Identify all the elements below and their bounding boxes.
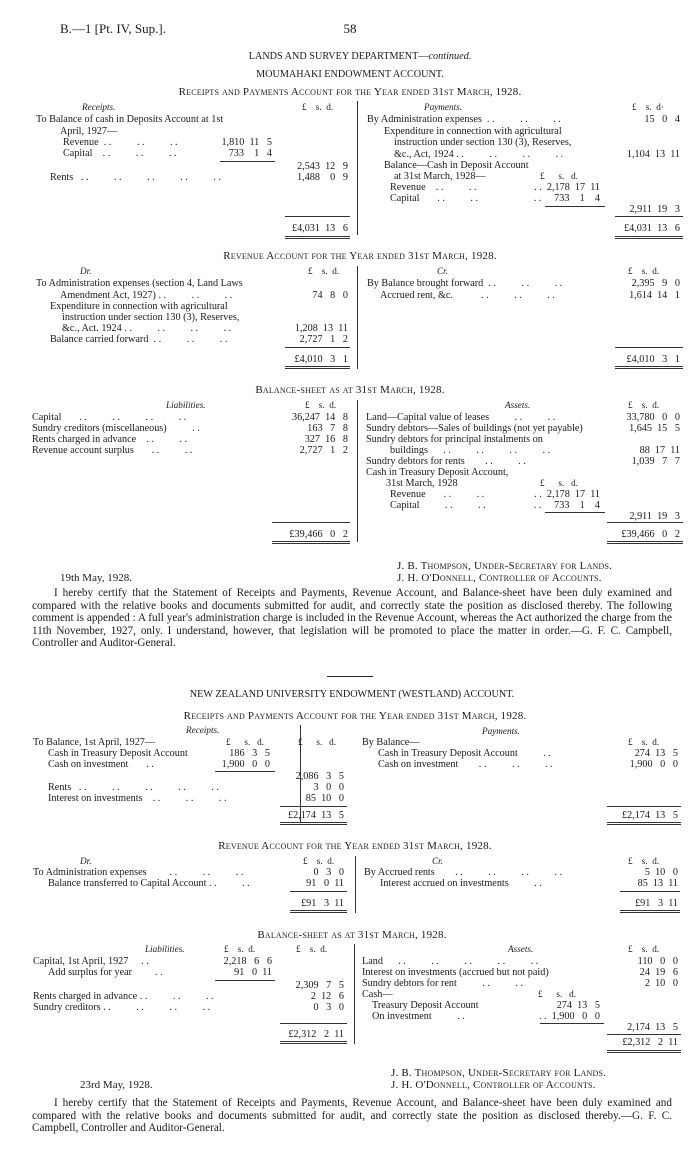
ledger-line: instruction under section 130 (3), Reserves,	[62, 312, 240, 323]
ledger-line: Capital . . . . . .	[63, 148, 177, 159]
ledger-total: £2,312 2 11	[288, 1029, 344, 1040]
lsd-heading: £ s. d.	[226, 737, 265, 747]
ledger-line: By Administration expenses . . . . . .	[367, 114, 561, 125]
ledger-line: at 31st March, 1928—	[394, 171, 486, 182]
ledger-amount: 2,395 9 0	[631, 278, 680, 289]
lsd-heading: £ s. d.	[308, 266, 340, 276]
ledger-line: Rents . . . . . . . . . .	[50, 172, 221, 183]
ledger-amount: 91 0 11	[234, 967, 272, 978]
ledger-line: Cash in Treasury Deposit Account . .	[378, 748, 551, 759]
ledger-amount: 1,645 15 5	[629, 423, 680, 434]
ledger-line: Amendment Act, 1927) . . . . . .	[60, 290, 233, 301]
account-title: NEW ZEALAND UNIVERSITY ENDOWMENT (WESTLAND) ACCOUNT.	[189, 689, 515, 700]
signature-date: 19th May, 1928.	[60, 572, 133, 584]
ledger-total: £4,031 13 6	[623, 223, 680, 234]
ledger-line: To Administration expenses (section 4, Land Laws	[36, 278, 243, 289]
ledger-amount: . . 733 1 4	[533, 193, 600, 204]
ledger-line: Add surplus for year . .	[48, 967, 163, 978]
ledger-line: Cash in Treasury Deposit Account,	[366, 467, 509, 478]
balance-sheet-title: Balance-sheet as at 31st March, 1928.	[255, 384, 445, 396]
lsd-heading: £ s. d·	[632, 102, 664, 112]
ledger-amount: 1,039 7 7	[631, 456, 680, 467]
ledger-amount: . . 2,178 17 11	[534, 182, 600, 193]
ledger-amount: 2,218 6 6	[223, 956, 272, 967]
ledger-line: Sundry debtors for rent . . . .	[362, 978, 524, 989]
ledger-amount: 85 13 11	[637, 878, 678, 889]
ledger-amount: 5 10 0	[644, 867, 678, 878]
ledger-amount: 74 8 0	[312, 290, 348, 301]
ledger-amount: 163 7 8	[307, 423, 348, 434]
lsd-heading: £ s. d.	[296, 944, 328, 954]
ledger-line: Cash in Treasury Deposit Account	[48, 748, 188, 759]
ledger-amount: 1,810 11 5	[221, 137, 272, 148]
ledger-line: Rents charged in advance . . . . . .	[33, 991, 214, 1002]
ledger-line: By Balance brought forward . . . . . .	[367, 278, 563, 289]
ledger-line: Interest on investments . . . . . .	[48, 793, 227, 804]
ledger-line: Expenditure in connection with agricultural	[50, 301, 228, 312]
lsd-heading: £ s. d.	[628, 400, 660, 410]
ledger-line: Revenue . . . .	[390, 182, 477, 193]
ledger-amount: 91 0 11	[306, 878, 344, 889]
page-number: 58	[343, 21, 357, 36]
department-heading: LANDS AND SURVEY DEPARTMENT—continued.	[248, 51, 472, 62]
ledger-amount: 733 1 4	[228, 148, 272, 159]
ledger-amount: 0 3 0	[313, 1002, 344, 1013]
ledger-amount: 88 17 11	[639, 445, 680, 456]
lsd-heading: £ s. d.	[628, 737, 660, 747]
ledger-line: Treasury Deposit Account	[372, 1000, 479, 1011]
signature-line: J. H. O'Donnell, Controller of Accounts.	[397, 572, 602, 584]
ledger-amount: 2,086 3 5	[295, 771, 344, 782]
credit-heading: Cr.	[432, 856, 443, 866]
ledger-total: £39,466 0 2	[621, 529, 680, 540]
ledger-amount: 2 10 0	[644, 978, 678, 989]
lsd-heading: £ s. d.	[538, 989, 577, 999]
ledger-amount: 2,543 12 9	[297, 161, 348, 172]
ledger-amount: 15 0 4	[644, 114, 680, 125]
lsd-heading: £ s. d.	[224, 944, 256, 954]
lsd-heading: £ s. d.	[298, 737, 337, 747]
ledger-line: To Balance, 1st April, 1927—	[33, 737, 156, 748]
ledger-amount: 274 13 5	[556, 1000, 600, 1011]
ledger-amount: 2,174 13 5	[627, 1022, 678, 1033]
receipts-payments-title: Receipts and Payments Account for the Year ended 31st March, 1928.	[183, 710, 527, 722]
report-reference: B.—1 [Pt. IV, Sup.].	[60, 21, 166, 36]
ledger-line: Capital . . . .	[390, 500, 486, 511]
ledger-line: On investment . .	[372, 1011, 465, 1022]
ledger-total: £4,031 13 6	[291, 223, 348, 234]
ledger-line: Balance transferred to Capital Account . . . .	[48, 878, 250, 889]
revenue-account-title: Revenue Account for the Year ended 31st March, 1928.	[218, 840, 492, 852]
ledger-line: Capital . . . .	[390, 193, 479, 204]
lsd-heading: £ s. d.	[540, 478, 579, 488]
signature-line: J. B. Thompson, Under-Secretary for Lands.	[391, 1067, 607, 1079]
ledger-line: Interest accrued on investments . .	[380, 878, 542, 889]
liabilities-heading: Liabilities.	[166, 400, 206, 410]
ledger-amount: 2,727 1 2	[299, 334, 348, 345]
ledger-amount: 110 0 0	[637, 956, 678, 967]
lsd-heading: £ s. d.	[628, 266, 660, 276]
assets-heading: Assets.	[508, 944, 534, 954]
ledger-line: Capital, 1st April, 1927 . .	[33, 956, 149, 967]
ledger-total: £91 3 11	[635, 898, 678, 909]
ledger-amount: 36,247 14 8	[291, 412, 348, 423]
ledger-amount: 2,727 1 2	[299, 445, 348, 456]
ledger-line: Interest on investments (accrued but not paid)	[362, 967, 549, 978]
ledger-line: Sundry creditors (miscellaneous) . .	[32, 423, 200, 434]
payments-heading: Payments.	[424, 102, 463, 112]
ledger-line: Revenue . . . . . .	[63, 137, 178, 148]
ledger-line: Cash—	[362, 989, 393, 1000]
ledger-amount: 1,104 13 11	[626, 149, 680, 160]
ledger-line: Rents charged in advance . . . .	[32, 434, 188, 445]
ledger-line: 31st March, 1928	[386, 478, 458, 489]
ledger-line: Cash on investment . .	[48, 759, 154, 770]
ledger-line: Sundry debtors for rents . . . .	[366, 456, 526, 467]
ledger-total: £2,312 2 11	[622, 1037, 678, 1048]
ledger-amount: 1,614 14 1	[629, 290, 680, 301]
ledger-line: &c., Act, 1924 . . . . . . . .	[394, 149, 564, 160]
ledger-amount: 0 3 0	[313, 867, 344, 878]
ledger-total: £2,174 13 5	[621, 810, 678, 821]
lsd-heading: £ s. d.	[305, 400, 337, 410]
audit-certificate: I hereby certify that the Statement of Receipts and Payments, Revenue Account, and Balance-sheet have been duly examined and compared with the relative books and documents submitted for audit, and correctly state the position as disclosed thereby. The following comment is appended : A full year's administration charge is included in the Revenue Account, whereas the Act authorized the charge from the 11th November, 1927, only. I understand, however, that legislation will be promoted to place the matter in order.—G. F. C. Campbell, Controller and Auditor-General.	[32, 587, 672, 650]
ledger-total: £39,466 0 2	[289, 529, 348, 540]
ledger-line: Capital . . . . . . . .	[32, 412, 187, 423]
receipts-heading: Receipts.	[186, 725, 220, 735]
ledger-amount: 3 0 0	[313, 782, 344, 793]
debit-heading: Dr.	[80, 266, 92, 276]
ledger-line: buildings . . . . . . . .	[390, 445, 551, 456]
lsd-heading: £ s. d.	[628, 944, 660, 954]
ledger-line: By Balance—	[362, 737, 420, 748]
ledger-total: £4,010 3 1	[294, 354, 348, 365]
ledger-amount: . . 1,900 0 0	[538, 1011, 600, 1022]
ledger-amount: 2,309 7 5	[295, 980, 344, 991]
receipts-payments-title: Receipts and Payments Account for the Year ended 31st March, 1928.	[178, 86, 522, 98]
ledger-amount: 2,911 19 3	[629, 204, 680, 215]
signature-line: J. B. Thompson, Under-Secretary for Lands.	[397, 560, 613, 572]
ledger-total: £4,010 3 1	[626, 354, 680, 365]
ledger-line: Expenditure in connection with agricultural	[384, 126, 562, 137]
ledger-total: £91 3 11	[301, 898, 344, 909]
lsd-heading: £ s. d.	[302, 102, 334, 112]
audit-certificate: I hereby certify that the Statement of Receipts and Payments, Revenue Account, and Balance-sheet have been duly examined and compared with the relative books and documents submitted for audit, and correctly state the position as disclosed thereby.—G. F. C. Campbell, Controller and Auditor-General.	[32, 1097, 672, 1135]
ledger-line: Cash on investment . . . . . .	[378, 759, 553, 770]
ledger-amount: 1,900 0 0	[629, 759, 678, 770]
ledger-amount: 274 13 5	[634, 748, 678, 759]
ledger-line: To Balance of cash in Deposits Account at 1st	[36, 114, 224, 125]
lsd-heading: £ s. d.	[303, 856, 335, 866]
ledger-line: Land—Capital value of leases . . . .	[366, 412, 556, 423]
signature-line: J. H. O'Donnell, Controller of Accounts.	[391, 1079, 596, 1091]
ledger-line: Revenue account surplus . . . .	[32, 445, 193, 456]
ledger-line: Sundry debtors—Sales of buildings (not yet payable)	[366, 423, 583, 434]
ledger-amount: 1,208 13 11	[294, 323, 348, 334]
ledger-amount: 1,900 0 0	[221, 759, 270, 770]
receipts-heading: Receipts.	[82, 102, 116, 112]
ledger-total: £2,174 13 5	[287, 810, 344, 821]
payments-heading: Payments.	[482, 726, 521, 736]
ledger-amount: 2,911 19 3	[629, 511, 680, 522]
ledger-amount: 2 12 6	[310, 991, 344, 1002]
ledger-line: Balance carried forward . . . . . .	[50, 334, 228, 345]
debit-heading: Dr.	[80, 856, 92, 866]
balance-sheet-title: Balance-sheet as at 31st March, 1928.	[257, 929, 447, 941]
ledger-amount: 33,780 0 0	[626, 412, 680, 423]
lsd-heading: £ s. d.	[540, 171, 579, 181]
ledger-line: By Accrued rents . . . . . . . .	[364, 867, 563, 878]
signature-date: 23rd May, 1928.	[80, 1079, 153, 1091]
ledger-line: Sundry creditors . . . . . . . .	[33, 1002, 211, 1013]
ledger-amount: 24 19 6	[639, 967, 678, 978]
ledger-amount: 186 3 5	[229, 748, 270, 759]
ledger-amount: 1,488 0 9	[297, 172, 348, 183]
ledger-amount: . . 2,178 17 11	[534, 489, 600, 500]
ledger-line: instruction under section 130 (3), Reserves,	[394, 137, 572, 148]
ledger-line: Balance—Cash in Deposit Account	[384, 160, 529, 171]
ledger-line: Sundry debtors for principal instalments on	[366, 434, 543, 445]
credit-heading: Cr.	[437, 266, 448, 276]
ledger-line: Land . . . . . . . . . .	[362, 956, 539, 967]
ledger-amount: 85 10 0	[305, 793, 344, 804]
ledger-line: April, 1927—	[60, 126, 118, 137]
ledger-line: Accrued rent, &c. . . . . . .	[380, 290, 555, 301]
lsd-heading: £ s. d.	[628, 856, 660, 866]
assets-heading: Assets.	[505, 400, 531, 410]
liabilities-heading: Liabilities.	[145, 944, 185, 954]
ledger-line: Revenue . . . .	[390, 489, 485, 500]
revenue-account-title: Revenue Account for the Year ended 31st March, 1928.	[223, 250, 497, 262]
account-title: MOUMAHAKI ENDOWMENT ACCOUNT.	[256, 69, 444, 80]
ledger-line: To Administration expenses . . . . . .	[33, 867, 244, 878]
ledger-line: Rents . . . . . . . . . .	[48, 782, 219, 793]
ledger-line: &c., Act. 1924 . . . . . . . .	[62, 323, 232, 334]
ledger-amount: . . 733 1 4	[533, 500, 600, 511]
ledger-amount: 327 16 8	[304, 434, 348, 445]
